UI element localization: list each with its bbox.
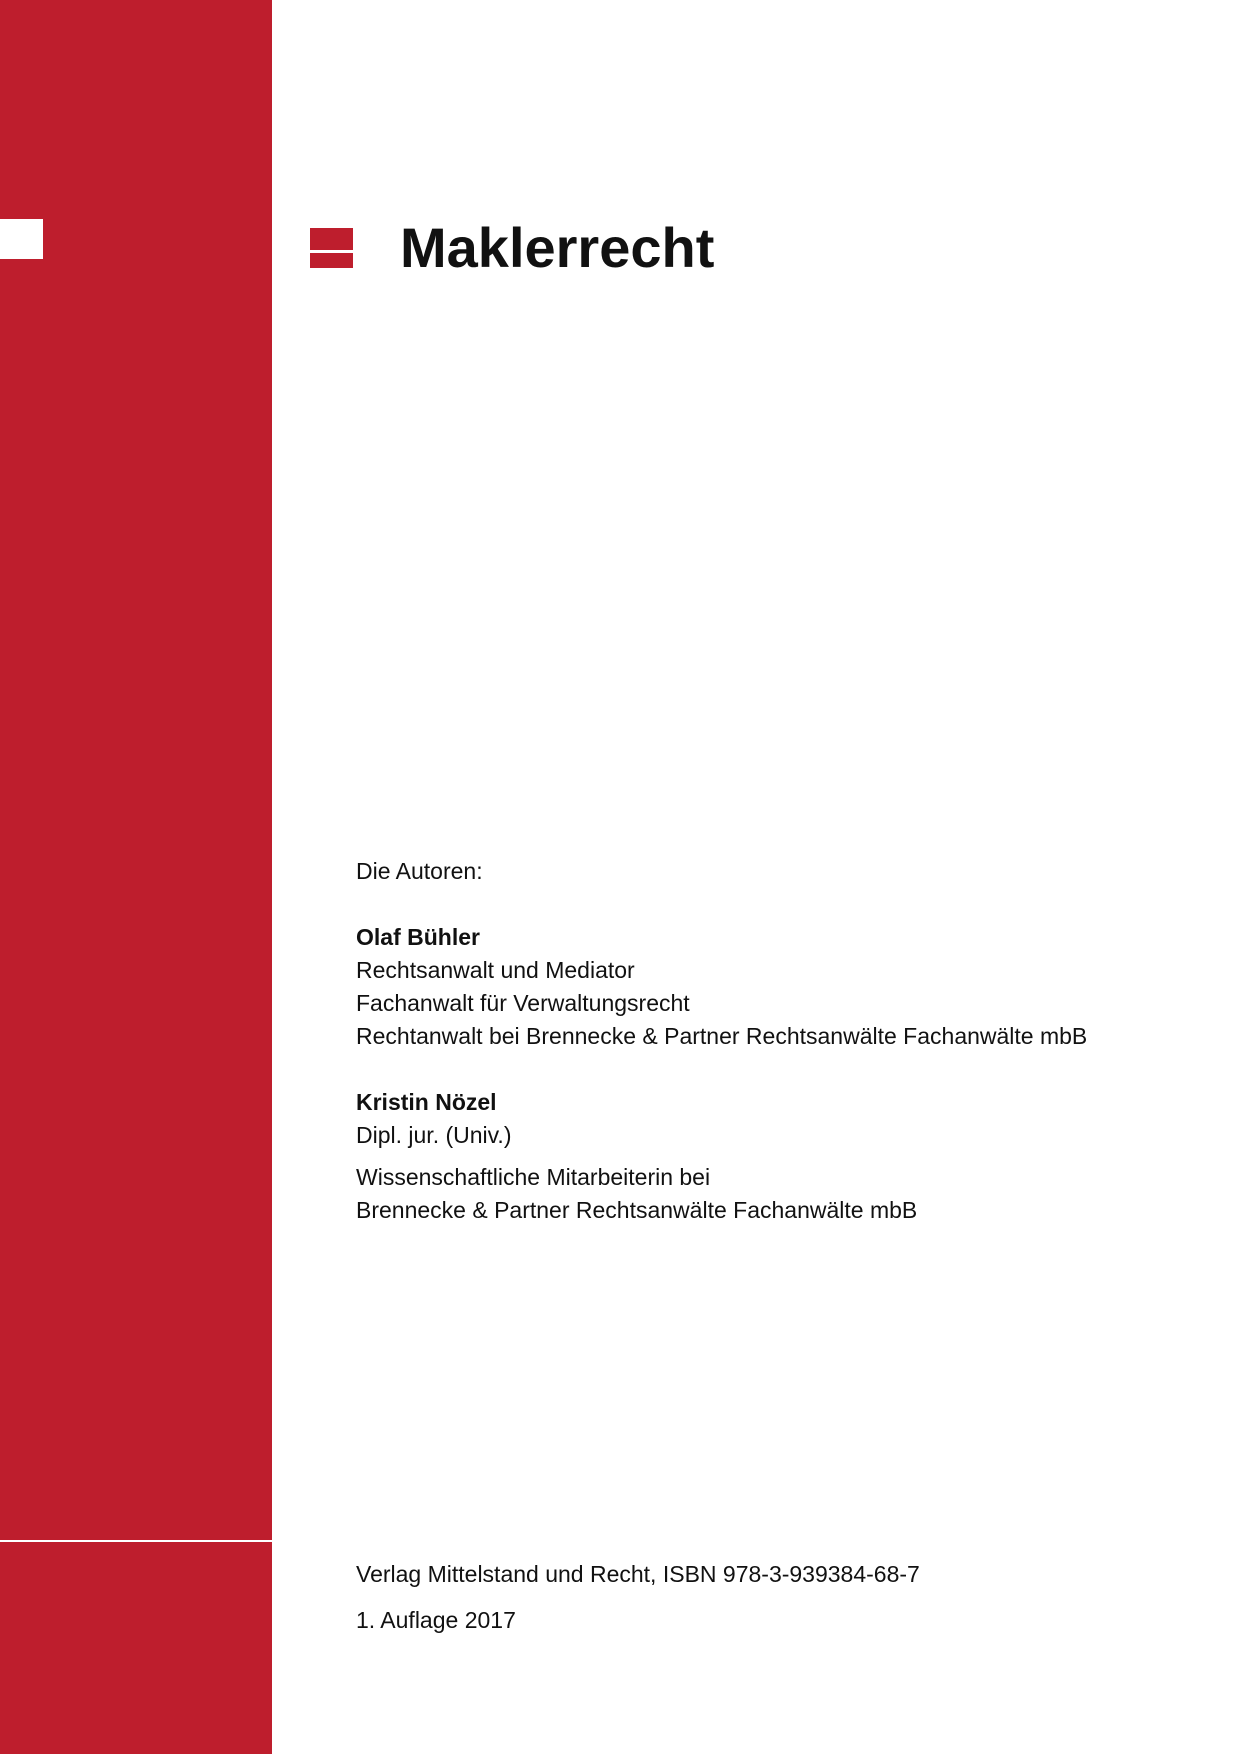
author-block-1 [356, 921, 1216, 1053]
sidebar-divider [0, 1540, 272, 1542]
author-name: Kristin Nözel [356, 1089, 497, 1115]
authors-section [356, 855, 1216, 1227]
title-square-top [310, 228, 353, 250]
author-block-2 [356, 1086, 1216, 1227]
red-sidebar [0, 0, 272, 1754]
author-credential: Dipl. jur. (Univ.) [356, 1122, 512, 1148]
edition-line: 1. Auflage 2017 [356, 1607, 516, 1633]
author-credential: Wissenschaftliche Mitarbeiterin bei [356, 1164, 711, 1190]
author-credential: Fachanwalt für Verwaltungsrecht [356, 990, 690, 1016]
author-name: Olaf Bühler [356, 924, 480, 950]
authors-heading: Die Autoren: [356, 858, 483, 884]
title-square-bottom [310, 253, 353, 268]
author-credential: Brennecke & Partner Rechtsanwälte Fachanwälte mbB [356, 1197, 918, 1223]
publisher-section [356, 1558, 1216, 1637]
publisher-isbn: Verlag Mittelstand und Recht, ISBN 978-3-939384-68-7 [356, 1561, 920, 1587]
author-credential: Rechtsanwalt und Mediator [356, 957, 635, 983]
document-title: Maklerrecht [400, 216, 715, 279]
sidebar-notch [0, 219, 43, 259]
author-credential: Rechtanwalt bei Brennecke & Partner Rechtsanwälte Fachanwälte mbB [356, 1023, 1088, 1049]
title-square-icon [310, 228, 353, 268]
